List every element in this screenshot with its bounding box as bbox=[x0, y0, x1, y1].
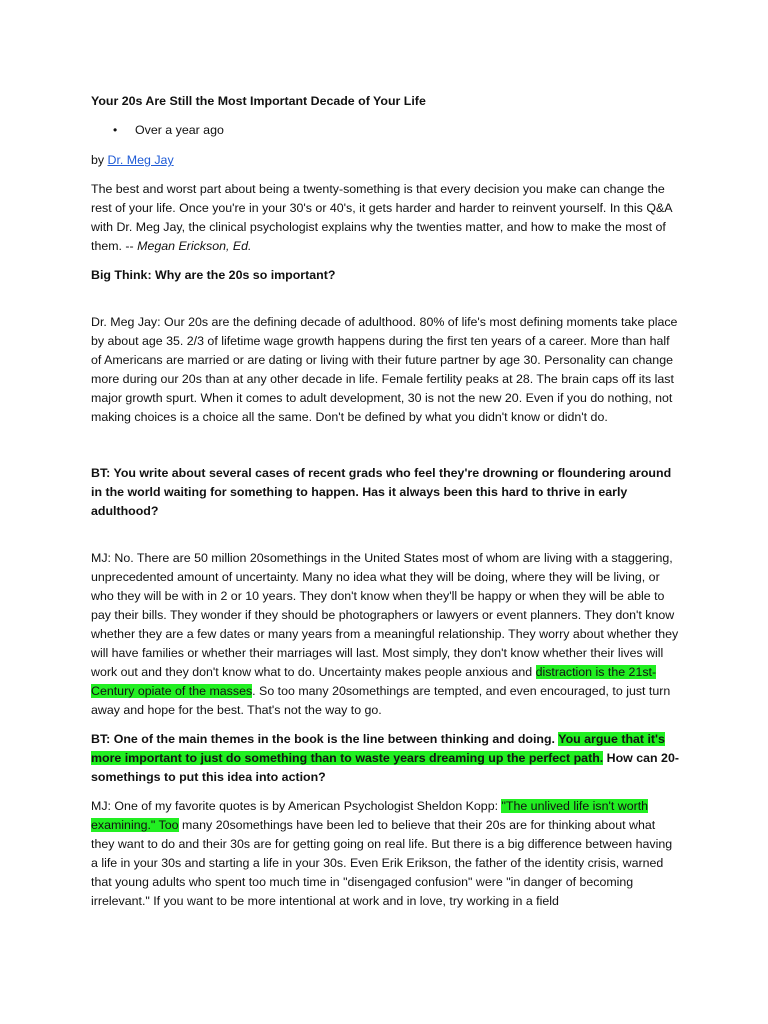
question-3 bbox=[91, 730, 681, 787]
answer-3-speaker: MJ: bbox=[91, 799, 111, 813]
spacer bbox=[91, 437, 681, 464]
byline-prefix: by bbox=[91, 153, 108, 167]
answer-3-highlight: "The unlived life isn't worth examining." Too bbox=[91, 799, 649, 832]
answer-2 bbox=[91, 549, 681, 720]
date-list-item bbox=[91, 121, 681, 140]
answer-2-speaker: MJ: bbox=[91, 551, 111, 565]
answer-2-text-end: . So too many 20somethings are tempted, and even encouraged, to just turn away and hope for the best. That's not the way to go. bbox=[91, 684, 671, 717]
answer-1-speaker: Dr. Meg Jay: bbox=[91, 315, 161, 329]
intro-text: The best and worst part about being a twenty-something is that every decision you make can change the rest of your life. Once you're in your 30's or 40's, it gets harder and harder to reinvent yourself. In this Q&A with Dr. Meg Jay, the clinical psychologist explains why the twenties matter, and how to make the most of them. -- bbox=[91, 182, 672, 253]
answer-2-highlight: distraction is the 21st-Century opiate of the masses bbox=[91, 665, 657, 698]
answer-2-text: No. There are 50 million 20somethings in the United States most of whom are living with a staggering, unprecedented amount of uncertainty. Many no idea what they will be doing, where they will be living, or who they will be with in 2 or 10 years. They don't know when they'll be happy or when they will be able to pay their bills. They wonder if they should be photographers or lawyers or event planners. They don't know whether they are a few dates or many years from a meaningful relationship. They worry about whether they will have families or whether their marriages will last. Most simply, they don't know whether their lives will work out and they don't know what to do. Uncertainty makes people anxious and bbox=[91, 551, 679, 679]
intro-paragraph bbox=[91, 180, 681, 256]
question-2: BT: You write about several cases of recent grads who feel they're drowning or floundering around in the world waiting for something to happen. Has it always been this hard to thrive in early adulthood? bbox=[91, 466, 672, 518]
answer-3 bbox=[91, 797, 681, 911]
article-date: Over a year ago bbox=[135, 123, 224, 137]
answer-3-text: One of my favorite quotes is by American Psychologist Sheldon Kopp: bbox=[110, 799, 502, 813]
answer-3-text-end: many 20somethings have been led to believe that their 20s are for thinking about what they want to do and their 30s are for getting going on real life. But there is a big difference between having a life in your 30s and starting a life in your 30s. Even Erik Erikson, the father of the identity crisis, warned that young adults who spent too much time in "disengaged confusion" were "in danger of becoming irrelevant." If you want to be more intentional at work and in love, try working in a field bbox=[91, 818, 673, 908]
spacer bbox=[91, 521, 681, 549]
author-link[interactable]: Dr. Meg Jay bbox=[107, 153, 174, 167]
bullet-icon: • bbox=[113, 123, 118, 137]
question-3-highlight: You argue that it's more important to just do something than to waste years dreaming up the perfect path. bbox=[91, 732, 665, 765]
question-3-text: BT: One of the main themes in the book is the line between thinking and doing. bbox=[91, 732, 559, 746]
question-1: Big Think: Why are the 20s so important? bbox=[91, 268, 336, 282]
spacer bbox=[91, 285, 681, 313]
article-title: Your 20s Are Still the Most Important Decade of Your Life bbox=[91, 94, 426, 108]
intro-credit: Megan Erickson, Ed. bbox=[137, 239, 252, 253]
article-body bbox=[91, 92, 681, 921]
byline bbox=[91, 151, 681, 170]
question-3-text-end: How can 20-somethings to put this idea into action? bbox=[91, 751, 679, 784]
answer-1-text: Our 20s are the defining decade of adulthood. 80% of life's most defining moments take place by about age 35. 2/3 of lifetime wage growth happens during the first ten years of a career. More than half of Americans are married or are dating or living with their future partner by age 30. Personality can change more during our 20s than at any other decade in life. Female fertility peaks at 28. The brain caps off its last major growth spurt. When it comes to adult development, 30 is not the new 20. Even if you do nothing, not making choices is a choice all the same. Don't be defined by what you didn't know or didn't do. bbox=[91, 315, 678, 424]
answer-1 bbox=[91, 313, 681, 427]
